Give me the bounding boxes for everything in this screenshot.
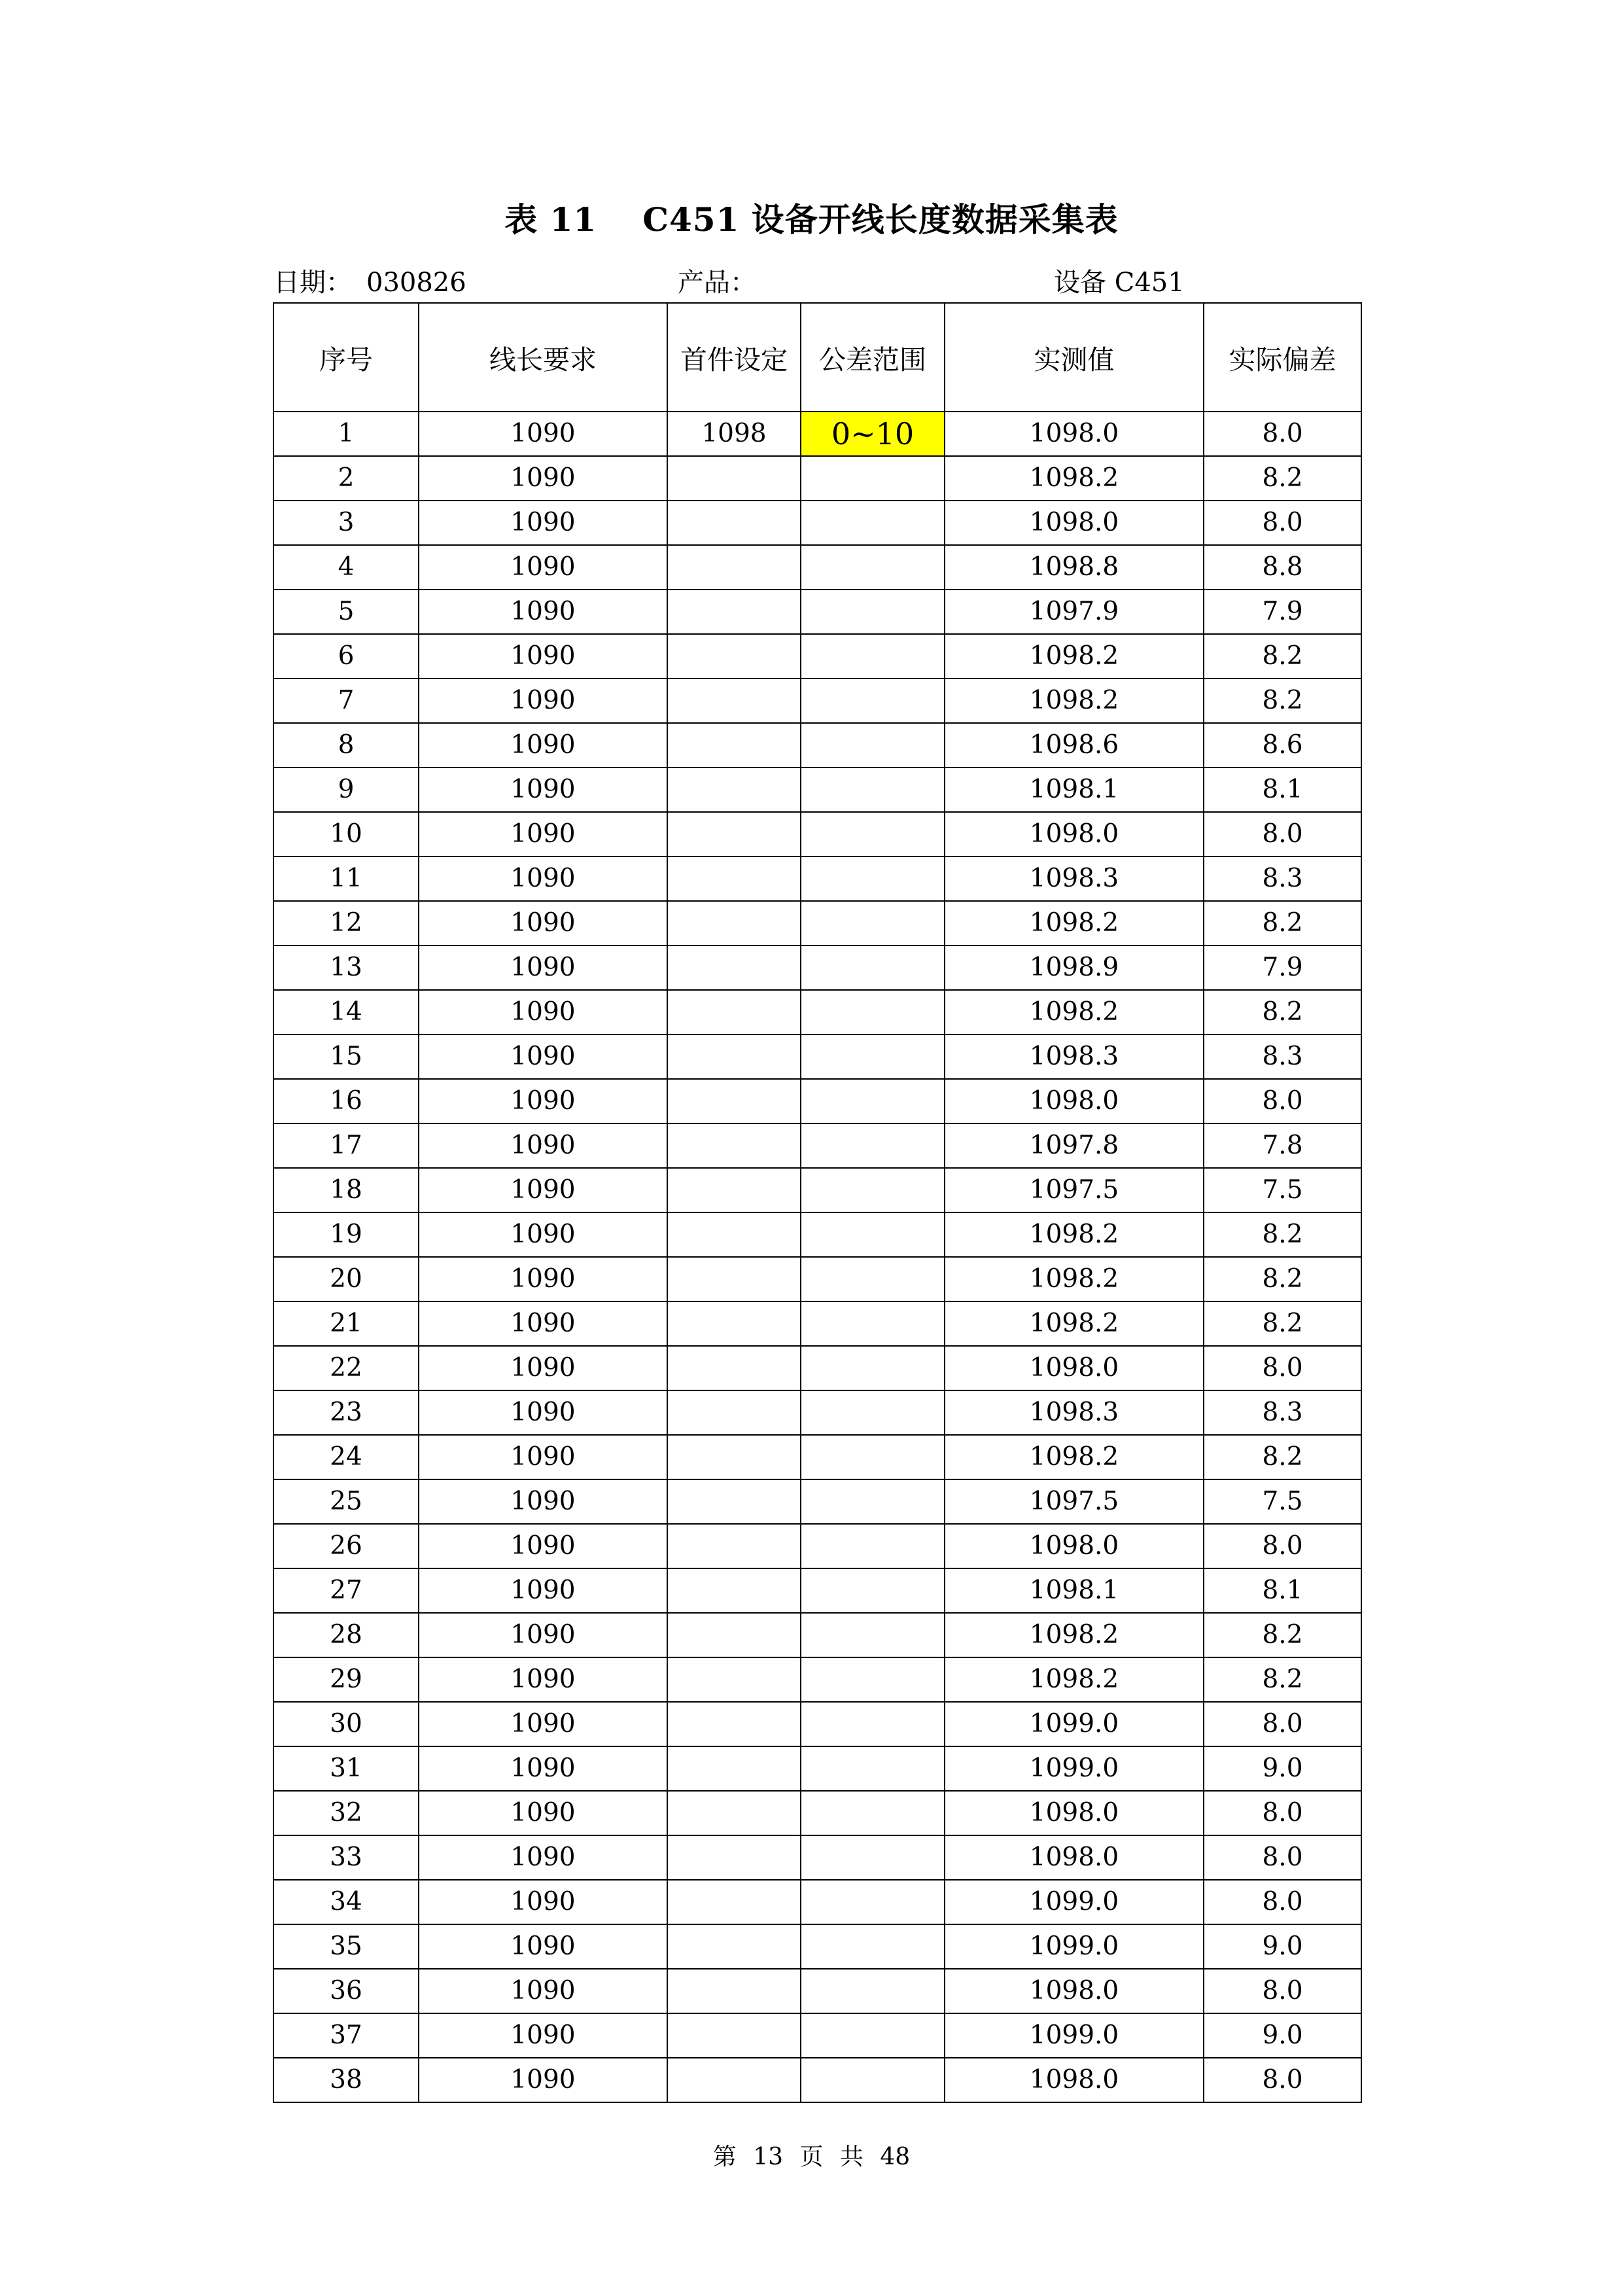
table-cell: 1098.0 [945,1524,1204,1568]
table-cell: 1090 [419,1524,667,1568]
table-cell: 1097.8 [945,1123,1204,1168]
table-cell [801,1034,945,1079]
table-cell: 1090 [419,723,667,768]
table-cell [667,1791,801,1835]
table-cell: 37 [273,2013,419,2058]
table-row [273,1079,1361,1123]
table-cell: 1099.0 [945,1702,1204,1746]
table-cell: 22 [273,1346,419,1390]
table-cell [801,634,945,679]
table-cell [667,990,801,1034]
table-cell: 1090 [419,1390,667,1435]
tolerance-cell: 0~10 [801,412,945,456]
table-cell: 1098.8 [945,545,1204,590]
table-cell [667,1168,801,1212]
table-cell: 8.1 [1204,768,1361,812]
table-cell: 1098.0 [945,812,1204,857]
table-cell: 1090 [419,1568,667,1613]
table-cell [801,545,945,590]
table-row [273,990,1361,1034]
table-cell [801,679,945,723]
product-label: 产品： [678,268,756,298]
table-cell: 13 [273,945,419,990]
table-cell: 8.2 [1204,1435,1361,1479]
table-cell [667,1123,801,1168]
table-cell: 1090 [419,1613,667,1657]
header-cell: 实际偏差 [1204,303,1361,412]
date-value: 030826 [366,268,466,298]
table-cell: 1098.3 [945,1034,1204,1079]
table-cell: 1090 [419,1702,667,1746]
table-cell: 1090 [419,1880,667,1924]
table-cell: 7.5 [1204,1168,1361,1212]
table-cell: 1098.0 [945,1835,1204,1880]
table-row [273,1212,1361,1257]
table-cell: 8.2 [1204,456,1361,501]
table-cell [667,1212,801,1257]
table-cell [667,768,801,812]
header-cell: 序号 [273,303,419,412]
table-cell: 8.2 [1204,1301,1361,1346]
table-cell: 1090 [419,1168,667,1212]
table-cell: 7.5 [1204,1479,1361,1524]
table-row [273,723,1361,768]
table-cell: 35 [273,1924,419,1969]
table-row [273,1924,1361,1969]
table-cell: 1090 [419,456,667,501]
table-cell: 1090 [419,990,667,1034]
table-cell: 8.2 [1204,679,1361,723]
table-cell [801,1880,945,1924]
table-row [273,1301,1361,1346]
table-row [273,1346,1361,1390]
table-cell: 8.3 [1204,857,1361,901]
table-cell [801,857,945,901]
table-cell [667,1435,801,1479]
table-cell: 8.0 [1204,1079,1361,1123]
table-cell: 8.8 [1204,545,1361,590]
table-cell: 17 [273,1123,419,1168]
table-cell: 1090 [419,1346,667,1390]
header-cell: 实测值 [945,303,1204,412]
table-cell: 24 [273,1435,419,1479]
table-cell [667,1079,801,1123]
table-cell: 1090 [419,412,667,456]
table-cell [667,1924,801,1969]
table-cell: 1098.2 [945,1257,1204,1301]
table-cell: 8.2 [1204,990,1361,1034]
table-row [273,812,1361,857]
table-cell [667,1702,801,1746]
table-cell: 8.0 [1204,501,1361,545]
table-row [273,1524,1361,1568]
table-cell: 26 [273,1524,419,1568]
table-cell [667,1613,801,1657]
table-cell [801,501,945,545]
table-row [273,1791,1361,1835]
table-cell: 33 [273,1835,419,1880]
table-cell: 1090 [419,501,667,545]
table-row [273,1257,1361,1301]
page-footer: 第 13 页 共 48 [712,2144,911,2170]
table-cell: 1090 [419,1969,667,2013]
table-cell: 8.0 [1204,1346,1361,1390]
table-cell: 4 [273,545,419,590]
table-cell: 1097.9 [945,590,1204,634]
table-cell [801,1524,945,1568]
table-row [273,1479,1361,1524]
table-cell: 1090 [419,1212,667,1257]
table-cell: 1090 [419,1079,667,1123]
table-cell: 8.2 [1204,1257,1361,1301]
table-cell: 9.0 [1204,1746,1361,1791]
data-table [273,302,1362,2103]
table-cell: 1098.0 [945,1079,1204,1123]
table-cell: 1090 [419,1657,667,1702]
table-row [273,1123,1361,1168]
table-cell: 8.0 [1204,1524,1361,1568]
table-cell: 8.3 [1204,1390,1361,1435]
product-field [678,264,756,301]
table-cell [801,1568,945,1613]
table-cell [801,1969,945,2013]
table-cell: 36 [273,1969,419,2013]
table-cell: 25 [273,1479,419,1524]
table-cell [667,545,801,590]
table-title [0,195,1623,245]
table-row [273,2058,1361,2102]
table-cell: 1098.3 [945,857,1204,901]
header-cell: 线长要求 [419,303,667,412]
table-cell [667,1524,801,1568]
table-cell: 1090 [419,1924,667,1969]
table-cell: 10 [273,812,419,857]
table-cell: 31 [273,1746,419,1791]
table-cell: 1098.2 [945,901,1204,945]
table-cell [801,456,945,501]
table-cell: 1090 [419,812,667,857]
table-body [273,412,1361,2102]
table-cell: 1098.0 [945,412,1204,456]
table-cell: 14 [273,990,419,1034]
table-cell: 1098.0 [945,1791,1204,1835]
table-cell: 1098.2 [945,1657,1204,1702]
table-row [273,901,1361,945]
table-row [273,545,1361,590]
table-cell [667,1746,801,1791]
table-cell: 12 [273,901,419,945]
table-cell: 1098.0 [945,2058,1204,2102]
table-cell: 1 [273,412,419,456]
table-cell: 1090 [419,2058,667,2102]
table-cell [667,723,801,768]
table-row [273,1168,1361,1212]
table-row [273,590,1361,634]
table-cell: 1090 [419,901,667,945]
table-cell [667,2013,801,2058]
table-cell [667,945,801,990]
table-cell [801,945,945,990]
table-cell [801,990,945,1034]
table-cell [667,1657,801,1702]
header-cell: 首件设定 [667,303,801,412]
table-cell [801,1924,945,1969]
table-cell: 1098.1 [945,1568,1204,1613]
table-cell: 1090 [419,1123,667,1168]
table-cell [667,812,801,857]
table-row [273,1390,1361,1435]
table-cell [801,723,945,768]
table-cell: 7 [273,679,419,723]
table-cell: 1090 [419,857,667,901]
table-cell: 1099.0 [945,1924,1204,1969]
table-row [273,1969,1361,2013]
table-cell [801,2013,945,2058]
header-cell: 公差范围 [801,303,945,412]
table-cell: 1098.0 [945,1969,1204,2013]
date-label: 日期： [273,268,352,298]
table-cell: 23 [273,1390,419,1435]
table-row [273,945,1361,990]
table-cell: 1099.0 [945,1746,1204,1791]
table-cell: 30 [273,1702,419,1746]
table-row [273,1835,1361,1880]
table-cell: 1098.2 [945,1613,1204,1657]
table-cell: 8.0 [1204,1835,1361,1880]
table-cell: 1098.6 [945,723,1204,768]
table-cell: 1098.2 [945,679,1204,723]
table-cell [801,1123,945,1168]
table-cell: 8.6 [1204,723,1361,768]
table-cell: 1090 [419,1479,667,1524]
table-cell: 8.0 [1204,1702,1361,1746]
table-cell [667,1257,801,1301]
table-cell [667,1390,801,1435]
table-cell: 1098.3 [945,1390,1204,1435]
table-cell: 28 [273,1613,419,1657]
table-cell: 1098.2 [945,990,1204,1034]
table-cell: 3 [273,501,419,545]
table-cell [801,768,945,812]
table-cell: 8.2 [1204,901,1361,945]
table-cell: 5 [273,590,419,634]
table-cell [801,1613,945,1657]
equipment-label: 设备 C451 [1054,268,1185,298]
table-cell: 15 [273,1034,419,1079]
table-cell: 6 [273,634,419,679]
table-cell [801,1479,945,1524]
table-row [273,1702,1361,1746]
table-cell: 1090 [419,1835,667,1880]
table-cell: 8.3 [1204,1034,1361,1079]
table-cell: 38 [273,2058,419,2102]
table-cell: 1090 [419,679,667,723]
table-cell [667,679,801,723]
table-cell [801,1257,945,1301]
table-cell [801,1346,945,1390]
table-cell: 1098.2 [945,634,1204,679]
table-cell: 1098.2 [945,456,1204,501]
table-cell: 8.2 [1204,634,1361,679]
table-cell: 11 [273,857,419,901]
table-cell: 19 [273,1212,419,1257]
table-cell [667,901,801,945]
table-cell: 1097.5 [945,1168,1204,1212]
table-cell: 8.0 [1204,2058,1361,2102]
table-row [273,412,1361,456]
table-cell: 8.2 [1204,1613,1361,1657]
table-cell: 29 [273,1657,419,1702]
table-cell [667,1568,801,1613]
table-cell [801,1746,945,1791]
table-cell [667,590,801,634]
table-cell: 8.1 [1204,1568,1361,1613]
table-cell: 1090 [419,1791,667,1835]
table-cell: 1098.2 [945,1435,1204,1479]
table-cell [667,1880,801,1924]
table-row [273,456,1361,501]
table-row [273,1613,1361,1657]
table-cell: 1098.2 [945,1301,1204,1346]
table-cell: 1090 [419,634,667,679]
table-cell [667,1034,801,1079]
table-cell: 1099.0 [945,2013,1204,2058]
table-cell [667,1301,801,1346]
table-row [273,1746,1361,1791]
table-row [273,768,1361,812]
table-cell [801,590,945,634]
table-cell: 9.0 [1204,2013,1361,2058]
table-cell: 8.0 [1204,1880,1361,1924]
table-cell [667,1969,801,2013]
table-cell: 1098.0 [945,501,1204,545]
table-cell [801,1079,945,1123]
table-cell: 1090 [419,1257,667,1301]
table-cell: 1090 [419,1034,667,1079]
table-number: 表 11 [504,200,597,239]
table-cell: 1090 [419,1746,667,1791]
table-cell: 1098.2 [945,1212,1204,1257]
table-row [273,634,1361,679]
table-cell: 32 [273,1791,419,1835]
table-cell: 7.8 [1204,1123,1361,1168]
table-cell [801,1390,945,1435]
table-cell: 1097.5 [945,1479,1204,1524]
table-cell [801,2058,945,2102]
table-cell [667,857,801,901]
table-cell: 7.9 [1204,590,1361,634]
table-cell: 1090 [419,1435,667,1479]
table-row [273,679,1361,723]
table-cell: 8.0 [1204,412,1361,456]
table-cell [801,1835,945,1880]
table-cell: 1098.1 [945,768,1204,812]
table-cell: 9.0 [1204,1924,1361,1969]
table-cell: 1098.9 [945,945,1204,990]
table-cell: 1090 [419,945,667,990]
table-cell: 1098 [667,412,801,456]
table-cell: 1098.0 [945,1346,1204,1390]
table-row [273,857,1361,901]
table-cell [667,1835,801,1880]
date-field [273,264,466,301]
table-cell: 1090 [419,1301,667,1346]
table-cell [667,634,801,679]
table-cell: 1090 [419,768,667,812]
table-cell [667,1346,801,1390]
table-cell: 2 [273,456,419,501]
table-cell: 21 [273,1301,419,1346]
table-cell: 8.0 [1204,812,1361,857]
table-cell: 1090 [419,2013,667,2058]
table-title-text: C451 设备开线长度数据采集表 [642,200,1119,239]
table-cell: 8.0 [1204,1969,1361,2013]
table-cell: 27 [273,1568,419,1613]
table-cell: 20 [273,1257,419,1301]
table-cell [801,1657,945,1702]
table-cell: 8.2 [1204,1212,1361,1257]
table-row [273,1568,1361,1613]
table-cell: 1090 [419,590,667,634]
table-cell: 7.9 [1204,945,1361,990]
table-cell: 34 [273,1880,419,1924]
table-cell: 9 [273,768,419,812]
table-cell [801,1791,945,1835]
table-cell: 8.2 [1204,1657,1361,1702]
table-cell [801,1301,945,1346]
header-row [273,303,1361,412]
table-cell: 18 [273,1168,419,1212]
table-cell [801,1212,945,1257]
table-cell [801,901,945,945]
table-cell: 1099.0 [945,1880,1204,1924]
table-cell [801,1702,945,1746]
table-row [273,1435,1361,1479]
table-cell [667,1479,801,1524]
table-row [273,1034,1361,1079]
table-row [273,1880,1361,1924]
table-row [273,501,1361,545]
table-cell: 8 [273,723,419,768]
table-cell: 8.0 [1204,1791,1361,1835]
table-cell [801,1435,945,1479]
table-cell [801,812,945,857]
table-row [273,2013,1361,2058]
table-cell [667,2058,801,2102]
table-row [273,1657,1361,1702]
table-cell [667,456,801,501]
table-cell [667,501,801,545]
table-cell [801,1168,945,1212]
table-cell: 1090 [419,545,667,590]
table-cell: 16 [273,1079,419,1123]
